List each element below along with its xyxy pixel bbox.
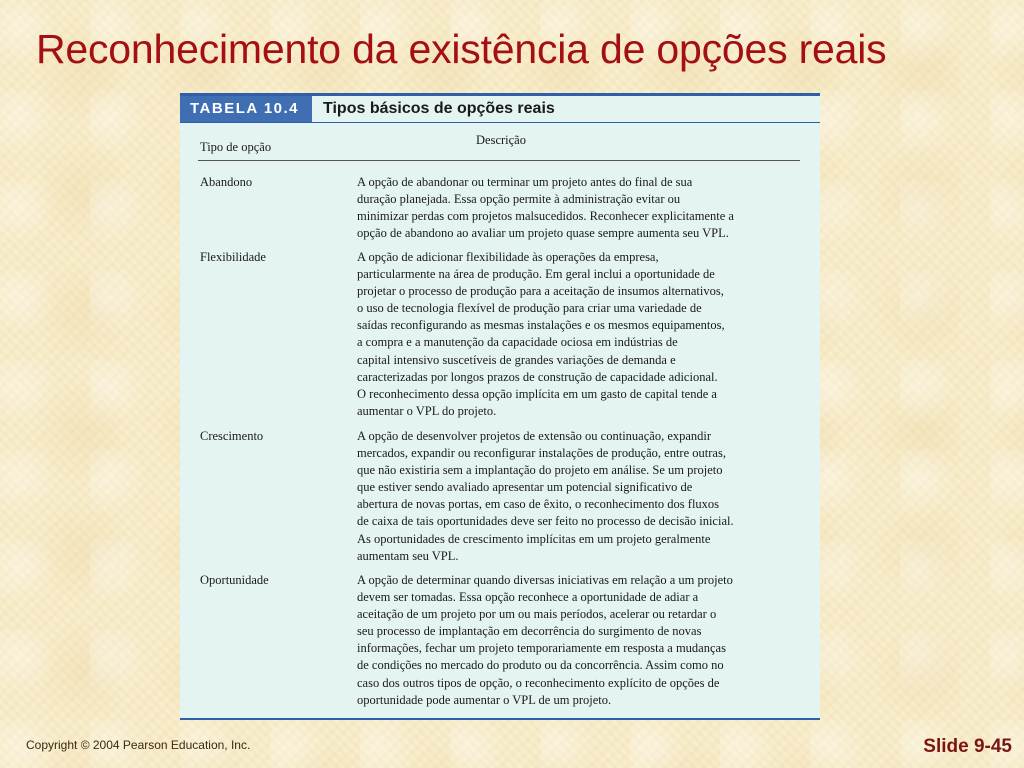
column-header-type: Tipo de opção [200,140,272,154]
description-line: oportunidade pode aumentar o VPL de um projeto. [357,692,612,707]
description-line: caso dos outros tipos de opção, o reconhecimento explícito de opções de [357,675,720,690]
row-type-crescimento: Crescimento [200,429,264,443]
row-type-abandono: Abandono [200,175,253,189]
description-line: informações, fechar um projeto temporariamente em resposta a mudanças [357,641,726,656]
column-header-description: Descrição [476,133,526,147]
description-line: duração planejada. Essa opção permite à administração evitar ou [357,192,681,207]
description-line: que estiver sendo avaliado apresentar um potencial significativo de [357,480,693,495]
row-description-abandono [357,174,807,242]
description-line: que não existiria sem a implantação do projeto em análise. Se um projeto [357,463,723,478]
row-description-flexibilidade [357,249,807,420]
description-line: particularmente na área de produção. Em geral inclui a oportunidade de [357,267,715,282]
slide-title: Reconhecimento da existência de opções reais [36,26,887,72]
table-number-tag: TABELA 10.4 [180,96,312,122]
row-description-oportunidade [357,572,807,709]
description-line: de condições no mercado do produto ou da concorrência. Assim como no [357,658,724,673]
table-caption: Tipos básicos de opções reais [323,100,555,117]
description-line: A opção de adicionar flexibilidade às operações da empresa, [357,250,659,264]
description-line: o uso de tecnologia flexível de produção para criar uma variedade de [357,301,702,316]
row-description-crescimento [357,428,807,565]
description-line: As oportunidades de crescimento implícitas em um projeto geralmente [357,531,711,546]
description-line: O reconhecimento dessa opção implícita em um gasto de capital tende a [357,386,717,401]
header-divider [198,160,800,161]
description-line: A opção de abandonar ou terminar um projeto antes do final de sua [357,175,693,189]
copyright-notice: Copyright © 2004 Pearson Education, Inc. [26,738,251,752]
description-line: abertura de novas portas, em caso de êxito, o reconhecimento dos fluxos [357,497,720,512]
description-line: aceitação de um projeto por um ou mais períodos, acelerar ou retardar o [357,607,717,622]
description-line: minimizar perdas com projetos malsucedidos. Reconhecer explicitamente a [357,209,734,224]
slide-number: Slide 9-45 [923,736,1012,757]
description-line: capital intensivo suscetíveis de grandes variações de demanda e [357,352,676,367]
description-line: A opção de desenvolver projetos de extensão ou continuação, expandir [357,429,712,443]
description-line: saídas reconfigurando as mesmas instalações e os mesmos equipamentos, [357,318,725,333]
description-line: aumentar o VPL do projeto. [357,403,497,418]
options-table [180,93,820,720]
description-line: devem ser tomadas. Essa opção reconhece a oportunidade de adiar a [357,590,699,605]
row-type-oportunidade: Oportunidade [200,573,269,587]
description-line: mercados, expandir ou reconfigurar instalações de produção, entre outras, [357,446,726,461]
row-type-flexibilidade: Flexibilidade [200,250,266,264]
description-line: opção de abandono ao avaliar um projeto quase sempre aumenta seu VPL. [357,226,729,241]
description-line: caracterizadas por longos prazos de construção de capacidade adicional. [357,369,718,384]
description-line: a compra e a manutenção da capacidade ociosa em indústrias de [357,335,678,350]
description-line: seu processo de implantação em decorrência do surgimento de novas [357,624,702,639]
description-line: A opção de determinar quando diversas iniciativas em relação a um projeto [357,573,733,587]
table-header-bar [180,93,820,123]
description-line: de caixa de tais oportunidades deve ser feito no processo de decisão inicial. [357,514,734,529]
description-line: aumentam seu VPL. [357,548,459,563]
description-line: projetar o processo de produção para a aceitação de insumos alternativos, [357,284,724,299]
